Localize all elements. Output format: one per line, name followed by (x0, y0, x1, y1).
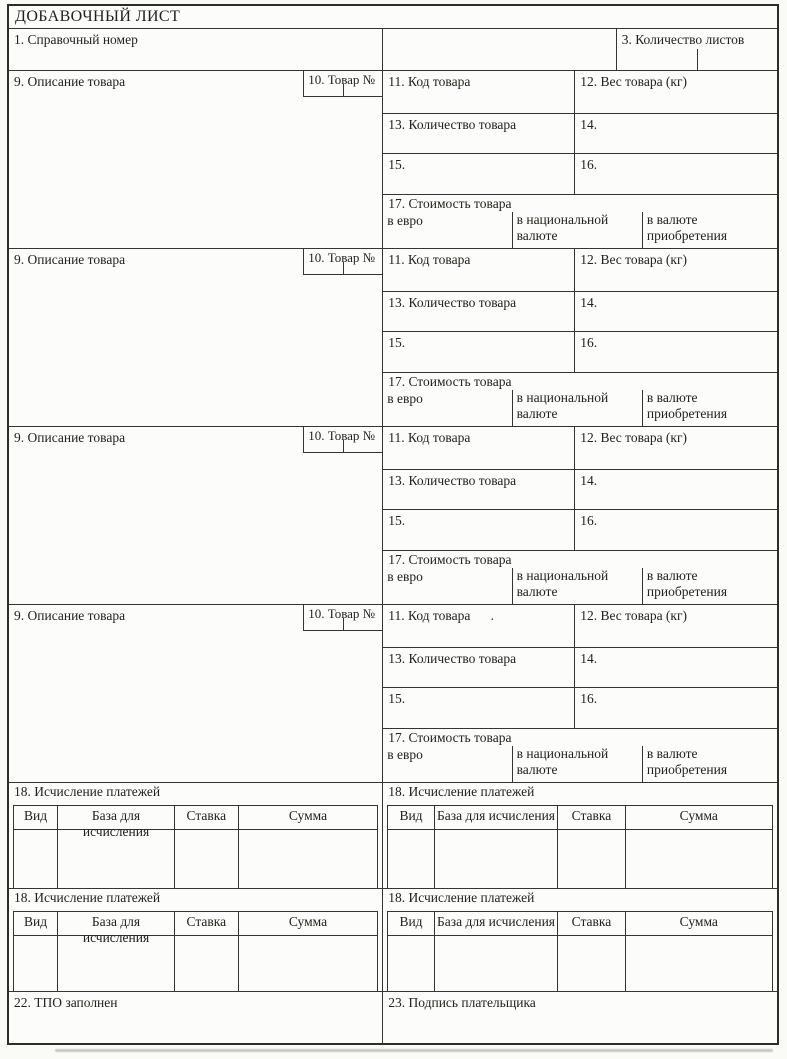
payments-block-2 (382, 783, 777, 888)
row-13-14 (383, 470, 777, 510)
row-15-16 (383, 688, 777, 729)
field-18-label: 18. Исчисление платежей (14, 890, 161, 905)
field-13-label: 13. Количество товара (388, 295, 517, 310)
field-14-label: 14. (580, 651, 598, 666)
field-9-label: 9. Описание товара (14, 608, 126, 623)
payments-table (387, 911, 773, 991)
field-15-cell (383, 688, 574, 728)
field-3-sheets-count-cell (616, 29, 777, 70)
column-vid (388, 912, 435, 991)
field-12-weight-cell (574, 249, 777, 291)
field-15-cell (383, 510, 574, 550)
field-15-cell (383, 154, 574, 194)
cost-in-euro-label: в евро (387, 568, 423, 584)
cost-in-purchase-currency-cell (642, 212, 777, 248)
row-11-12 (383, 71, 777, 114)
column-header-vid: Вид (388, 806, 434, 830)
payments-table (13, 911, 378, 991)
field-13-label: 13. Количество товара (388, 473, 517, 488)
row-11-12 (383, 249, 777, 292)
cell-summa (239, 830, 378, 888)
field-23-label: 23. Подпись плательщика (388, 995, 536, 1010)
cell-summa (626, 936, 772, 991)
payments-table (387, 805, 773, 888)
field-17-columns (383, 212, 777, 248)
field-9-label: 9. Описание товара (14, 430, 126, 445)
field-16-cell (574, 332, 777, 372)
column-header-stavka: Ставка (558, 806, 624, 830)
column-summa (239, 912, 379, 991)
field-9-label: 9. Описание товара (14, 252, 126, 267)
payments-table (13, 805, 378, 888)
field-10-subdivider (343, 618, 344, 630)
field-13-label: 13. Количество товара (388, 117, 517, 132)
cell-stavka (175, 830, 238, 888)
row-13-14 (383, 648, 777, 688)
field-10-subdivider (343, 84, 344, 96)
cost-in-purchase-currency-label: в валюте приобретения (646, 389, 728, 421)
additional-sheet-form (7, 4, 779, 1045)
column-header-base: База для исчисления (435, 912, 558, 936)
column-header-summa: Сумма (239, 806, 378, 830)
column-base (435, 912, 559, 991)
field-16-cell (574, 688, 777, 728)
field-11-code-cell (383, 71, 574, 113)
cost-in-national-currency-cell (512, 212, 642, 248)
cost-in-national-currency-label: в национальной валюте (516, 745, 612, 777)
column-vid (14, 912, 58, 991)
item-block-3 (9, 427, 777, 605)
column-summa (626, 912, 773, 991)
field-13-label: 13. Количество товара (388, 651, 517, 666)
field-17-label: 17. Стоимость товара (388, 374, 512, 389)
field-10-item-number-cell (303, 427, 382, 453)
cell-stavka (558, 936, 624, 991)
cost-in-purchase-currency-cell (642, 568, 777, 604)
payments-block-3 (9, 889, 382, 991)
field-10-item-number-cell (303, 605, 382, 631)
field-12-label: 12. Вес товара (кг) (580, 430, 688, 445)
field-12-label: 12. Вес товара (кг) (580, 74, 688, 89)
column-stavka (558, 912, 625, 991)
field-10-label: 10. Товар № (308, 250, 376, 265)
field-18-label: 18. Исчисление платежей (388, 890, 535, 905)
column-header-stavka: Ставка (175, 912, 238, 936)
field-17-columns (383, 746, 777, 782)
field-14-cell (574, 292, 777, 331)
field-17-cost-section (383, 373, 777, 426)
column-header-stavka: Ставка (558, 912, 624, 936)
row-15-16 (383, 510, 777, 551)
cost-in-national-currency-label: в национальной валюте (516, 567, 612, 599)
field-9-description-cell (9, 71, 382, 248)
field-22-tpo-cell (9, 992, 382, 1043)
form-title: ДОБАВОЧНЫЙ ЛИСТ (15, 8, 181, 25)
field-17-columns (383, 390, 777, 426)
field-1-label: 1. Справочный номер (14, 32, 138, 47)
field-17-cost-section (383, 729, 777, 782)
field-10-item-number-cell (303, 249, 382, 275)
column-header-vid: Вид (388, 912, 434, 936)
column-summa (626, 806, 773, 888)
row-13-14 (383, 114, 777, 154)
column-header-summa: Сумма (239, 912, 378, 936)
column-header-base: База для исчисления (58, 806, 174, 830)
cell-base (58, 830, 174, 888)
cost-in-purchase-currency-cell (642, 746, 777, 782)
field-14-label: 14. (580, 473, 598, 488)
column-base (58, 806, 175, 888)
field-23-signature-cell (382, 992, 777, 1043)
column-base (435, 806, 559, 888)
cell-summa (626, 830, 772, 888)
field-13-quantity-cell (383, 470, 574, 509)
field-16-label: 16. (580, 157, 598, 172)
column-vid (14, 806, 58, 888)
field-17-label: 17. Стоимость товара (388, 552, 512, 567)
cost-in-national-currency-cell (512, 390, 642, 426)
field-17-cost-section (383, 551, 777, 604)
field-1-reference-number-cell (9, 29, 382, 70)
cost-in-purchase-currency-label: в валюте приобретения (646, 567, 728, 599)
cost-in-national-currency-label: в национальной валюте (516, 211, 612, 243)
cost-in-purchase-currency-label: в валюте приобретения (646, 211, 728, 243)
field-14-cell (574, 648, 777, 687)
cost-in-euro-cell (383, 746, 511, 782)
field-16-cell (574, 510, 777, 550)
field-16-cell (574, 154, 777, 194)
column-header-base: База для исчисления (435, 806, 558, 830)
field-13-quantity-cell (383, 648, 574, 687)
row-13-14 (383, 292, 777, 332)
cost-in-national-currency-cell (512, 568, 642, 604)
field-11-code-cell (383, 427, 574, 469)
field-12-weight-cell (574, 71, 777, 113)
column-header-summa: Сумма (626, 806, 772, 830)
field-18-label: 18. Исчисление платежей (388, 784, 535, 799)
cell-vid (14, 830, 57, 888)
field-11-label: 11. Код товара . (388, 608, 494, 623)
field-10-subdivider (343, 262, 344, 274)
cost-in-euro-cell (383, 212, 511, 248)
field-13-quantity-cell (383, 114, 574, 153)
field-9-description-cell (9, 605, 382, 782)
row-15-16 (383, 154, 777, 195)
scan-artifact-line (55, 1049, 773, 1052)
field-15-cell (383, 332, 574, 372)
field-3-subdivider (697, 49, 698, 70)
field-15-label: 15. (388, 513, 406, 528)
cell-base (435, 830, 558, 888)
item-details-grid (382, 249, 777, 426)
field-11-label: 11. Код товара (388, 430, 471, 445)
column-stavka (558, 806, 625, 888)
field-10-label: 10. Товар № (308, 428, 376, 443)
field-10-subdivider (343, 440, 344, 452)
payments-row-1 (9, 783, 777, 889)
column-summa (239, 806, 379, 888)
cell-base (58, 936, 174, 991)
footer-row (9, 992, 777, 1043)
cost-in-purchase-currency-cell (642, 390, 777, 426)
payments-block-4 (382, 889, 777, 991)
item-block-1 (9, 71, 777, 249)
field-14-cell (574, 470, 777, 509)
field-12-label: 12. Вес товара (кг) (580, 608, 688, 623)
field-17-cost-section (383, 195, 777, 248)
field-3-label: 3. Количество листов (621, 32, 745, 47)
item-block-4 (9, 605, 777, 783)
cell-stavka (175, 936, 238, 991)
cost-in-euro-cell (383, 568, 511, 604)
cell-vid (388, 830, 434, 888)
field-9-label: 9. Описание товара (14, 74, 126, 89)
field-16-label: 16. (580, 691, 598, 706)
field-12-label: 12. Вес товара (кг) (580, 252, 688, 267)
cell-vid (14, 936, 57, 991)
payments-block-1 (9, 783, 382, 888)
field-11-label: 11. Код товара (388, 252, 471, 267)
cell-base (435, 936, 558, 991)
column-header-summa: Сумма (626, 912, 772, 936)
item-block-2 (9, 249, 777, 427)
cost-in-national-currency-cell (512, 746, 642, 782)
field-11-code-cell (383, 605, 574, 647)
row-11-12 (383, 427, 777, 470)
item-details-grid (382, 605, 777, 782)
column-header-vid: Вид (14, 912, 57, 936)
field-11-label: 11. Код товара (388, 74, 471, 89)
field-9-description-cell (9, 249, 382, 426)
column-vid (388, 806, 435, 888)
cell-stavka (558, 830, 624, 888)
cost-in-euro-label: в евро (387, 746, 423, 762)
column-header-vid: Вид (14, 806, 57, 830)
cost-in-euro-label: в евро (387, 390, 423, 406)
column-stavka (175, 912, 239, 991)
header-empty-cell (382, 29, 615, 70)
field-10-label: 10. Товар № (308, 606, 376, 621)
field-13-quantity-cell (383, 292, 574, 331)
row-11-12 (383, 605, 777, 648)
field-11-code-cell (383, 249, 574, 291)
cost-in-purchase-currency-label: в валюте приобретения (646, 745, 728, 777)
payments-row-2 (9, 889, 777, 992)
field-18-label: 18. Исчисление платежей (14, 784, 161, 799)
cost-in-euro-label: в евро (387, 212, 423, 228)
cell-summa (239, 936, 378, 991)
field-17-label: 17. Стоимость товара (388, 196, 512, 211)
field-15-label: 15. (388, 335, 406, 350)
item-details-grid (382, 427, 777, 604)
field-10-label: 10. Товар № (308, 72, 376, 87)
field-14-label: 14. (580, 117, 598, 132)
column-header-base: База для исчисления (58, 912, 174, 936)
field-16-label: 16. (580, 335, 598, 350)
cost-in-euro-cell (383, 390, 511, 426)
column-stavka (175, 806, 239, 888)
row-15-16 (383, 332, 777, 373)
field-9-description-cell (9, 427, 382, 604)
field-15-label: 15. (388, 691, 406, 706)
item-details-grid (382, 71, 777, 248)
field-16-label: 16. (580, 513, 598, 528)
field-14-label: 14. (580, 295, 598, 310)
column-header-stavka: Ставка (175, 806, 238, 830)
field-22-label: 22. ТПО заполнен (14, 995, 118, 1010)
column-base (58, 912, 175, 991)
header-fields-row (9, 29, 777, 71)
form-title-row (9, 6, 777, 29)
field-12-weight-cell (574, 427, 777, 469)
cell-vid (388, 936, 434, 991)
field-12-weight-cell (574, 605, 777, 647)
cost-in-national-currency-label: в национальной валюте (516, 389, 612, 421)
field-17-label: 17. Стоимость товара (388, 730, 512, 745)
field-17-columns (383, 568, 777, 604)
field-14-cell (574, 114, 777, 153)
field-10-item-number-cell (303, 71, 382, 97)
field-15-label: 15. (388, 157, 406, 172)
